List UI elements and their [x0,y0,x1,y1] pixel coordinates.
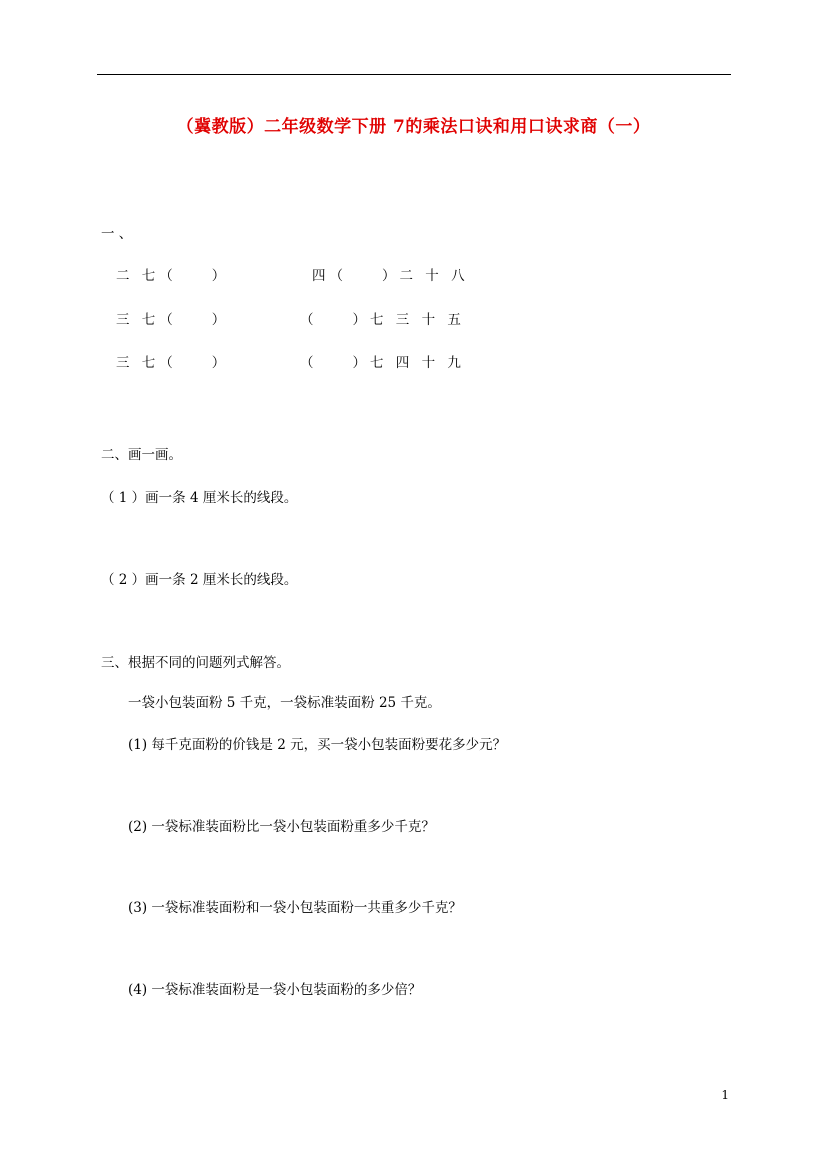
fill-blank-right-3: （ ）七 四 十 九 [300,355,465,371]
fill-blank-left-1: 二 七（ ） [116,268,230,284]
page-number: 1 [721,1088,729,1102]
fill-blank-right-1: 四（ ）二 十 八 [312,268,469,284]
section-1-heading: 一 、 [101,226,133,242]
question-3: (3) 一袋标准装面粉和一袋小包装面粉一共重多少千克？ [128,900,462,916]
section-3-heading: 三、根据不同的问题列式解答。 [101,655,290,671]
question-4: (4) 一袋标准装面粉是一袋小包装面粉的多少倍？ [128,982,422,998]
header-rule [97,74,731,75]
section-2-heading: 二、画一画。 [101,447,182,463]
document-title: （冀教版）二年级数学下册 7的乘法口诀和用口诀求商（一） [176,117,651,137]
fill-blank-left-3: 三 七（ ） [116,355,230,371]
question-1: (1) 每千克面粉的价钱是 2 元，买一袋小包装面粉要花多少元？ [128,737,507,753]
fill-blank-right-2: （ ）七 三 十 五 [300,312,465,328]
draw-task-2: （ 2 ）画一条 2 厘米长的线段。 [101,572,298,588]
draw-task-1: （ 1 ）画一条 4 厘米长的线段。 [101,490,298,506]
question-2: (2) 一袋标准装面粉比一袋小包装面粉重多少千克？ [128,819,435,835]
fill-blank-left-2: 三 七（ ） [116,312,230,328]
problem-intro: 一袋小包装面粉 5 千克，一袋标准装面粉 25 千克。 [128,695,441,711]
